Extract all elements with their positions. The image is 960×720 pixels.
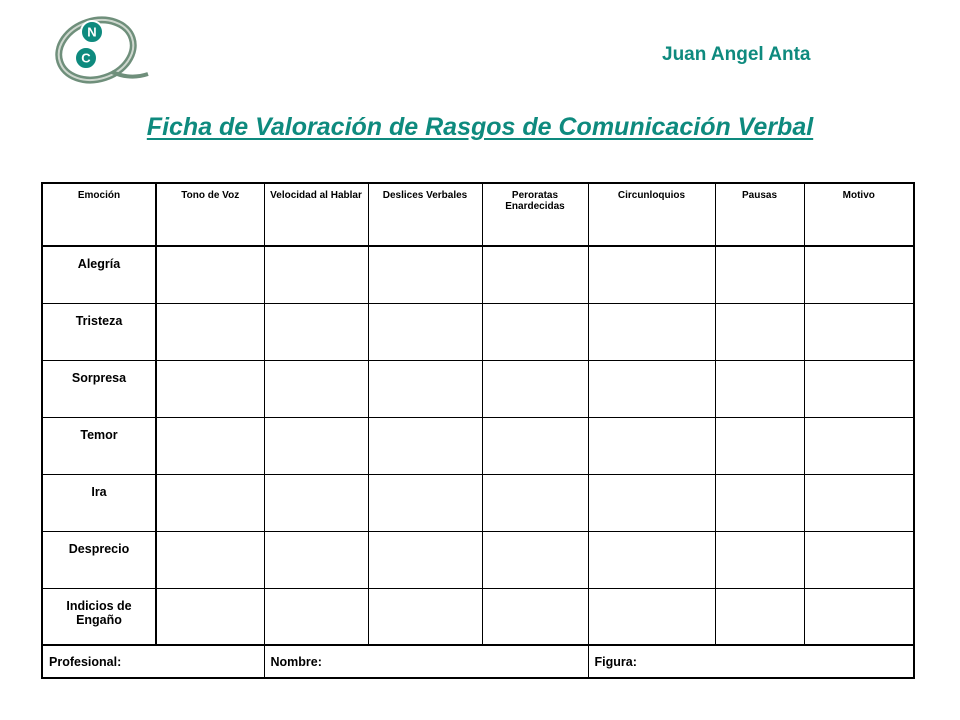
row-label: Indicios de Engaño xyxy=(42,588,156,645)
table-row xyxy=(42,360,914,417)
table-cell[interactable] xyxy=(588,417,715,474)
table-cell[interactable] xyxy=(715,246,804,303)
table-cell[interactable] xyxy=(588,360,715,417)
header-velocidad-al-hablar: Velocidad al Hablar xyxy=(264,183,368,246)
table-cell[interactable] xyxy=(482,246,588,303)
table-cell[interactable] xyxy=(368,360,482,417)
company-logo xyxy=(50,14,150,86)
row-label: Temor xyxy=(42,417,156,474)
table-row xyxy=(42,531,914,588)
table-cell[interactable] xyxy=(264,303,368,360)
table-cell[interactable] xyxy=(715,474,804,531)
table-row xyxy=(42,474,914,531)
table-cell[interactable] xyxy=(264,417,368,474)
header-emocion: Emoción xyxy=(42,183,156,246)
table-cell[interactable] xyxy=(264,531,368,588)
table-cell[interactable] xyxy=(715,588,804,645)
table-cell[interactable] xyxy=(715,531,804,588)
table-cell[interactable] xyxy=(804,531,914,588)
table-cell[interactable] xyxy=(588,531,715,588)
table-cell[interactable] xyxy=(156,360,264,417)
row-label: Desprecio xyxy=(42,531,156,588)
table-header-row xyxy=(42,183,914,246)
table-cell[interactable] xyxy=(482,360,588,417)
table-row xyxy=(42,246,914,303)
table-cell[interactable] xyxy=(482,531,588,588)
table-footer-row xyxy=(42,645,914,678)
table-cell[interactable] xyxy=(156,246,264,303)
table-cell[interactable] xyxy=(368,588,482,645)
table-row xyxy=(42,417,914,474)
row-label: Sorpresa xyxy=(42,360,156,417)
table-cell[interactable] xyxy=(264,474,368,531)
figura-field[interactable]: Figura: xyxy=(588,645,914,678)
row-label: Tristeza xyxy=(42,303,156,360)
table-cell[interactable] xyxy=(482,474,588,531)
table-cell[interactable] xyxy=(264,246,368,303)
header-deslices-verbales: Deslices Verbales xyxy=(368,183,482,246)
header-motivo: Motivo xyxy=(804,183,914,246)
nombre-field[interactable]: Nombre: xyxy=(264,645,588,678)
table-cell[interactable] xyxy=(264,360,368,417)
table-cell[interactable] xyxy=(588,474,715,531)
table-cell[interactable] xyxy=(368,417,482,474)
author-name: Juan Angel Anta xyxy=(662,44,811,65)
table-row xyxy=(42,303,914,360)
table-row xyxy=(42,588,914,645)
table-cell[interactable] xyxy=(156,417,264,474)
logo-letter-n: N xyxy=(87,24,97,40)
table-cell[interactable] xyxy=(156,531,264,588)
table-cell[interactable] xyxy=(588,588,715,645)
table-cell[interactable] xyxy=(804,474,914,531)
table-cell[interactable] xyxy=(264,588,368,645)
table-cell[interactable] xyxy=(715,360,804,417)
table-cell[interactable] xyxy=(588,246,715,303)
table-cell[interactable] xyxy=(368,531,482,588)
table-cell[interactable] xyxy=(482,417,588,474)
table-cell[interactable] xyxy=(804,588,914,645)
table-cell[interactable] xyxy=(715,417,804,474)
assessment-table xyxy=(41,182,915,679)
table-cell[interactable] xyxy=(482,303,588,360)
table-cell[interactable] xyxy=(156,588,264,645)
table-cell[interactable] xyxy=(482,588,588,645)
table-cell[interactable] xyxy=(804,303,914,360)
table-cell[interactable] xyxy=(804,360,914,417)
logo-letter-c: C xyxy=(81,50,91,66)
row-label: Ira xyxy=(42,474,156,531)
header-circunloquios: Circunloquios xyxy=(588,183,715,246)
header-pausas: Pausas xyxy=(715,183,804,246)
table-cell[interactable] xyxy=(715,303,804,360)
table-cell[interactable] xyxy=(804,246,914,303)
page-title: Ficha de Valoración de Rasgos de Comunicación Verbal xyxy=(146,113,814,141)
table-cell[interactable] xyxy=(588,303,715,360)
table-cell[interactable] xyxy=(368,246,482,303)
table-cell[interactable] xyxy=(368,303,482,360)
table-cell[interactable] xyxy=(804,417,914,474)
table-cell[interactable] xyxy=(156,474,264,531)
row-label: Alegría xyxy=(42,246,156,303)
table-cell[interactable] xyxy=(156,303,264,360)
profesional-field[interactable]: Profesional: xyxy=(42,645,264,678)
header-tono-de-voz: Tono de Voz xyxy=(156,183,264,246)
header-peroratas-enardecidas: Peroratas Enardecidas xyxy=(482,183,588,246)
table-cell[interactable] xyxy=(368,474,482,531)
